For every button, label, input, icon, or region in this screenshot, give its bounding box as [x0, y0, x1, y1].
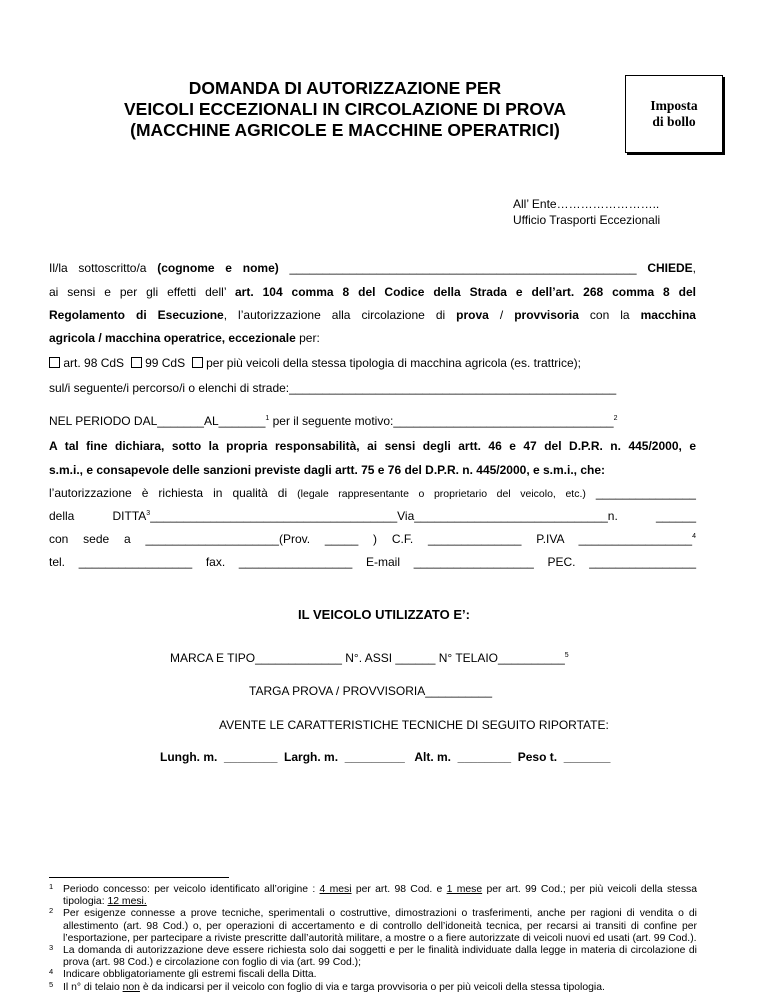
footnote-5 — [49, 979, 697, 994]
text: Periodo concesso: per veicolo identificato all’origine : — [63, 884, 320, 895]
capacity-line — [49, 486, 696, 501]
recipient-entity: All’ Ente…………………….. — [513, 197, 660, 211]
declaration-line-2: s.m.i., e consapevole delle sanzioni previste dagli artt. 75 e 76 del D.P.R. n. 445/2000, e s.m.i., che: — [49, 463, 606, 477]
text: art. 104 comma 8 del Codice della Strada e dell’art. 268 comma 8 del — [234, 285, 697, 299]
footnote-2 — [49, 908, 697, 945]
applicant-line — [49, 261, 696, 275]
title-line-1: DOMANDA DI AUTORIZZAZIONE PER — [188, 78, 502, 98]
vehicle-type-line — [49, 331, 696, 345]
checkbox-art98[interactable] — [49, 357, 60, 368]
text: non — [122, 981, 140, 993]
period-field[interactable]: NEL PERIODO DAL_______AL_______ — [49, 414, 266, 428]
tax-stamp-box — [625, 75, 723, 153]
text: , l’autorizzazione alla circolazione di — [223, 308, 457, 322]
text: l’autorizzazione è richiesta in qualità di — [49, 486, 298, 500]
footnote-4 — [49, 969, 697, 981]
period-line — [49, 414, 696, 428]
text: per: — [295, 331, 320, 345]
text: Il n° di telaio — [63, 981, 123, 993]
text: Il/la sottoscritto/a — [49, 261, 158, 275]
text: per art. 99 Cod.; per più veicoli della stessa tipologia: — [63, 884, 697, 908]
route-line[interactable]: sul/i seguente/i percorso/i o elenchi di strade:_________________________________________________ — [49, 381, 617, 395]
text: provvisoria — [514, 308, 579, 322]
footnote-1 — [49, 884, 697, 908]
text: 1 mese — [446, 884, 483, 895]
stamp-label-1: Imposta — [650, 98, 698, 113]
request-options — [49, 356, 696, 370]
text: CHIEDE — [647, 261, 693, 275]
text: della DITTA — [49, 509, 147, 523]
text: ai sensi e per gli effetti dell’ — [49, 285, 235, 299]
plate-line[interactable]: TARGA PROVA / PROVVISORIA__________ — [249, 684, 493, 698]
footnote-number: 1 — [49, 882, 54, 891]
footnotes — [49, 884, 697, 994]
footnote-ref-2: 2 — [613, 415, 618, 422]
title-line-3: (MACCHINE AGRICOLE E MACCHINE OPERATRICI) — [130, 120, 560, 140]
text: (cognome e nome) — [157, 261, 279, 275]
footnote-number: 4 — [49, 967, 54, 977]
applicant-name-field[interactable]: ____________________________________________________ — [278, 261, 648, 275]
footnote-ref-4: 4 — [692, 533, 696, 540]
stamp-label-2: di bollo — [652, 114, 696, 129]
reason-field[interactable]: per il seguente motivo:_________________________________ — [269, 414, 614, 428]
seat-fields[interactable]: con sede a ____________________(Prov. _____ ) C.F. ______________ P.IVA _________________ — [49, 532, 693, 546]
footnote-text: Indicare obbligatoriamente gli estremi fiscali della Ditta. — [63, 969, 317, 981]
option-multiple-label: per più veicoli della stessa tipologia di macchina agricola (es. trattrice); — [206, 356, 581, 370]
option-art99-label: 99 CdS — [145, 356, 186, 370]
capacity-field[interactable]: _______________ — [585, 486, 696, 500]
checkbox-multiple-vehicles[interactable] — [192, 357, 203, 368]
text: 4 mesi — [319, 884, 352, 895]
recipient-office: Ufficio Trasporti Eccezionali — [513, 213, 661, 227]
contacts-line[interactable]: tel. _________________ fax. _________________ E-mail __________________ PEC. ________________ — [49, 555, 696, 569]
declaration-line-1: A tal fine dichiara, sotto la propria responsabilità, ai sensi degli artt. 46 e 47 del D.P.R. n. 445/2000, e — [49, 439, 696, 453]
footnote-number: 2 — [49, 906, 54, 916]
text: (legale rappresentante o proprietario del veicolo, etc.) — [297, 488, 586, 500]
option-art98-label: art. 98 CdS — [63, 356, 125, 370]
text: macchina — [640, 308, 696, 322]
footnote-ref-1: 1 — [265, 415, 270, 422]
vehicle-heading: IL VEICOLO UTILIZZATO E’: — [298, 607, 470, 622]
text: è da indicarsi per il veicolo con foglio di via e targa provvisoria o per più veicoli della stessa tipologia. — [139, 981, 605, 993]
footnote-text: Per esigenze connesse a prove tecniche, sperimentali o costruttive, dimostrazioni o trasferimenti, anche per ragioni di vendita o di allestimento (art. 98 Cod.) o, per operazioni di accertamento e di controllo dell’idoneità tecnica, per recarsi ai transiti di confine per l’esportazione, per partecipare a riviste prescritte dall’autorità militare, a mostre o a fiere autorizzate di veicoli nuovi ed usati (art. 99 Cod.). — [63, 908, 697, 944]
footnote-number: 5 — [49, 979, 54, 989]
text: 12 mesi. — [107, 896, 147, 908]
text: , — [692, 261, 696, 275]
footnote-ref-5: 5 — [564, 652, 569, 659]
seat-line — [49, 532, 696, 546]
text: agricola / macchina operatrice, eccezionale — [49, 331, 296, 345]
recipient-block — [513, 196, 660, 228]
company-address-field[interactable]: _____________________________________Via_____________________________n. ______ — [150, 509, 696, 523]
tech-features-line: AVENTE LE CARATTERISTICHE TECNICHE DI SEGUITO RIPORTATE: — [219, 718, 609, 732]
footnote-number: 3 — [49, 943, 54, 953]
request-line — [49, 308, 696, 322]
vehicle-id-line — [170, 651, 569, 665]
legal-basis-line — [49, 285, 696, 299]
text: Regolamento di Esecuzione — [49, 308, 224, 322]
vehicle-id-fields[interactable]: MARCA E TIPO_____________ N°. ASSI ______ N° TELAIO__________ — [170, 651, 565, 665]
company-line — [49, 509, 696, 523]
dimensions-line[interactable]: Lungh. m. ________ Largh. m. _________ Alt. m. ________ Peso t. _______ — [160, 750, 611, 764]
title-line-2: VEICOLI ECCEZIONALI IN CIRCOLAZIONE DI PROVA — [123, 99, 567, 119]
footnote-text: La domanda di autorizzazione deve essere richiesta solo dai soggetti e per le finalità individuate dalla legge in materia di circolazione di prova (art. 98 Cod.) e circolazione con foglio di via (art. 99 Cod.); — [63, 945, 697, 969]
document-title — [100, 78, 590, 141]
text: / — [488, 308, 515, 322]
text: per art. 98 Cod. e — [351, 884, 447, 895]
text: con la — [578, 308, 641, 322]
footnote-divider — [49, 877, 229, 878]
footnote-ref-3: 3 — [146, 510, 151, 517]
checkbox-art99[interactable] — [131, 357, 142, 368]
text: prova — [456, 308, 489, 322]
footnote-3 — [49, 945, 697, 969]
